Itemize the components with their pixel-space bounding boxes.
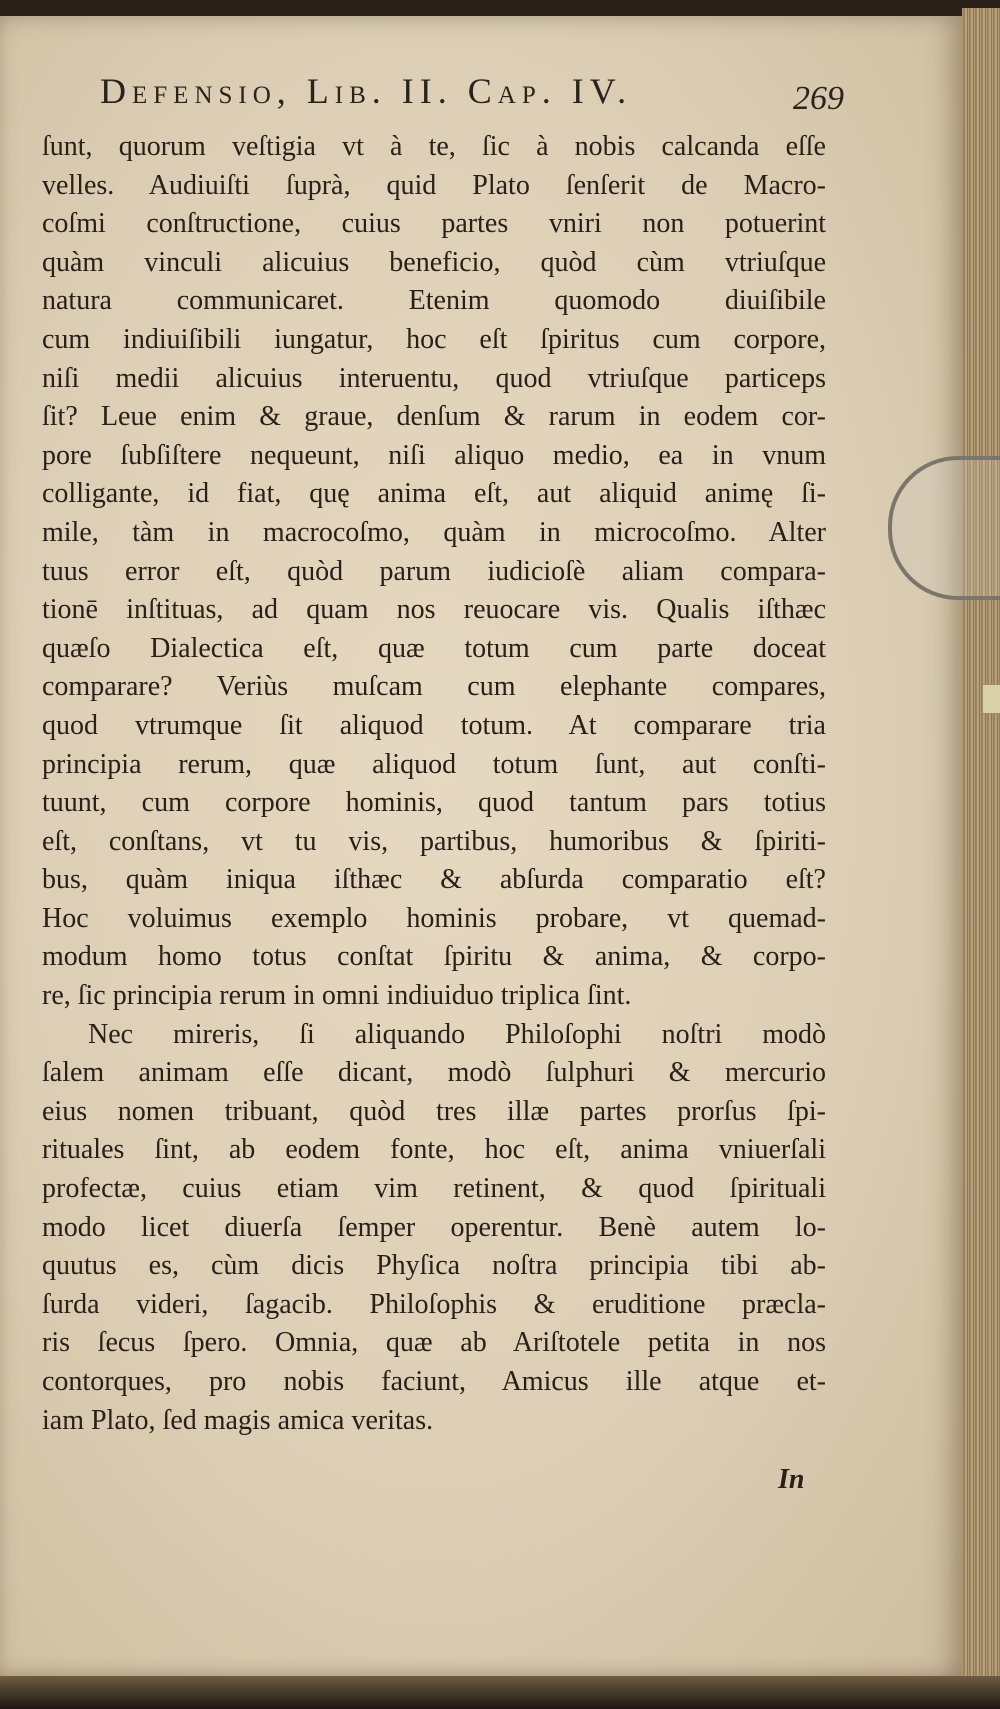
text-line: modo licet diuerſa ſemper operentur. Benè autem lo-: [42, 1211, 826, 1243]
text-line: quutus es, cùm dicis Phyſica noſtra principia tibi ab-: [42, 1250, 826, 1282]
text-line: ſalem animam eſſe dicant, modò ſulphuri & mercurio: [42, 1057, 826, 1089]
page-tab-marker: [982, 684, 1000, 714]
text-line: velles. Audiuiſti ſuprà, quid Plato ſenſerit de Macro-: [42, 169, 826, 201]
text-line: quod vtrumque ſit aliquod totum. At comparare tria: [42, 709, 826, 741]
page-bottom-edge: [0, 1676, 1000, 1709]
catchword: In: [778, 1464, 805, 1495]
text-line: eſt, conſtans, vt tu vis, partibus, humoribus & ſpiriti-: [42, 825, 826, 857]
text-line: rituales ſint, ab eodem fonte, hoc eſt, anima vniuerſali: [42, 1134, 826, 1166]
text-line: tuus error eſt, quòd parum iudicioſè aliam compara-: [42, 555, 826, 587]
page-number: 269: [793, 80, 844, 117]
text-line: Nec mireris, ſi aliquando Philoſophi noſtri modò: [88, 1018, 826, 1050]
running-head: Defensio, Lib. II. Cap. IV.: [100, 71, 633, 111]
text-line: modum homo totus conſtat ſpiritu & anima, & corpo-: [42, 941, 826, 973]
text-line: tuunt, cum corpore hominis, quod tantum pars totius: [42, 787, 826, 819]
page-fore-edge: [962, 8, 1000, 1698]
text-line: principia rerum, quæ aliquod totum ſunt, aut conſti-: [42, 748, 826, 780]
text-line: eius nomen tribuant, quòd tres illæ partes prorſus ſpi-: [42, 1095, 826, 1127]
text-line: tionē inſtituas, ad quam nos reuocare vis. Qualis iſthæc: [42, 594, 826, 626]
text-line: contorques, pro nobis faciunt, Amicus ille atque et-: [42, 1366, 826, 1397]
text-line: bus, quàm iniqua iſthæc & abſurda comparatio eſt?: [42, 864, 826, 896]
text-line: ris ſecus ſpero. Omnia, quæ ab Ariſtotele petita in nos: [42, 1327, 826, 1359]
text-line: ſunt, quorum veſtigia vt à te, ſic à nobis calcanda eſſe: [42, 131, 826, 162]
page: [0, 16, 968, 1684]
text-line: ſit? Leue enim & graue, denſum & rarum in eodem cor-: [42, 401, 826, 433]
text-line: Hoc voluimus exemplo hominis probare, vt quemad-: [42, 902, 826, 934]
text-line: profectæ, cuius etiam vim retinent, & quod ſpirituali: [42, 1173, 826, 1205]
text-line: quæſo Dialectica eſt, quæ totum cum parte doceat: [42, 632, 826, 664]
text-line: niſi medii alicuius interuentu, quod vtriuſque particeps: [42, 362, 826, 394]
body-text: [42, 128, 826, 1440]
text-line: coſmi conſtructione, cuius partes vniri non potuerint: [42, 208, 826, 240]
text-line: cum indiuiſibili iungatur, hoc eſt ſpiritus cum corpore,: [42, 323, 826, 355]
text-line: mile, tàm in macrocoſmo, quàm in microcoſmo. Alter: [42, 516, 826, 548]
text-line: natura communicaret. Etenim quomodo diuiſibile: [42, 285, 826, 317]
text-line: pore ſubſiſtere nequeunt, niſi aliquo medio, ea in vnum: [42, 439, 826, 471]
text-line: quàm vinculi alicuius beneficio, quòd cùm vtriuſque: [42, 246, 826, 278]
text-line: iam Plato, ſed magis amica veritas.: [42, 1404, 434, 1436]
text-line: colligante, id fiat, quę anima eſt, aut aliquid animę ſi-: [42, 478, 826, 510]
text-line: ſurda videri, ſagacib. Philoſophis & eruditione præcla-: [42, 1288, 826, 1320]
text-line: re, ſic principia rerum in omni indiuiduo triplica ſint.: [42, 980, 632, 1012]
text-line: comparare? Veriùs muſcam cum elephante compares,: [42, 671, 826, 703]
